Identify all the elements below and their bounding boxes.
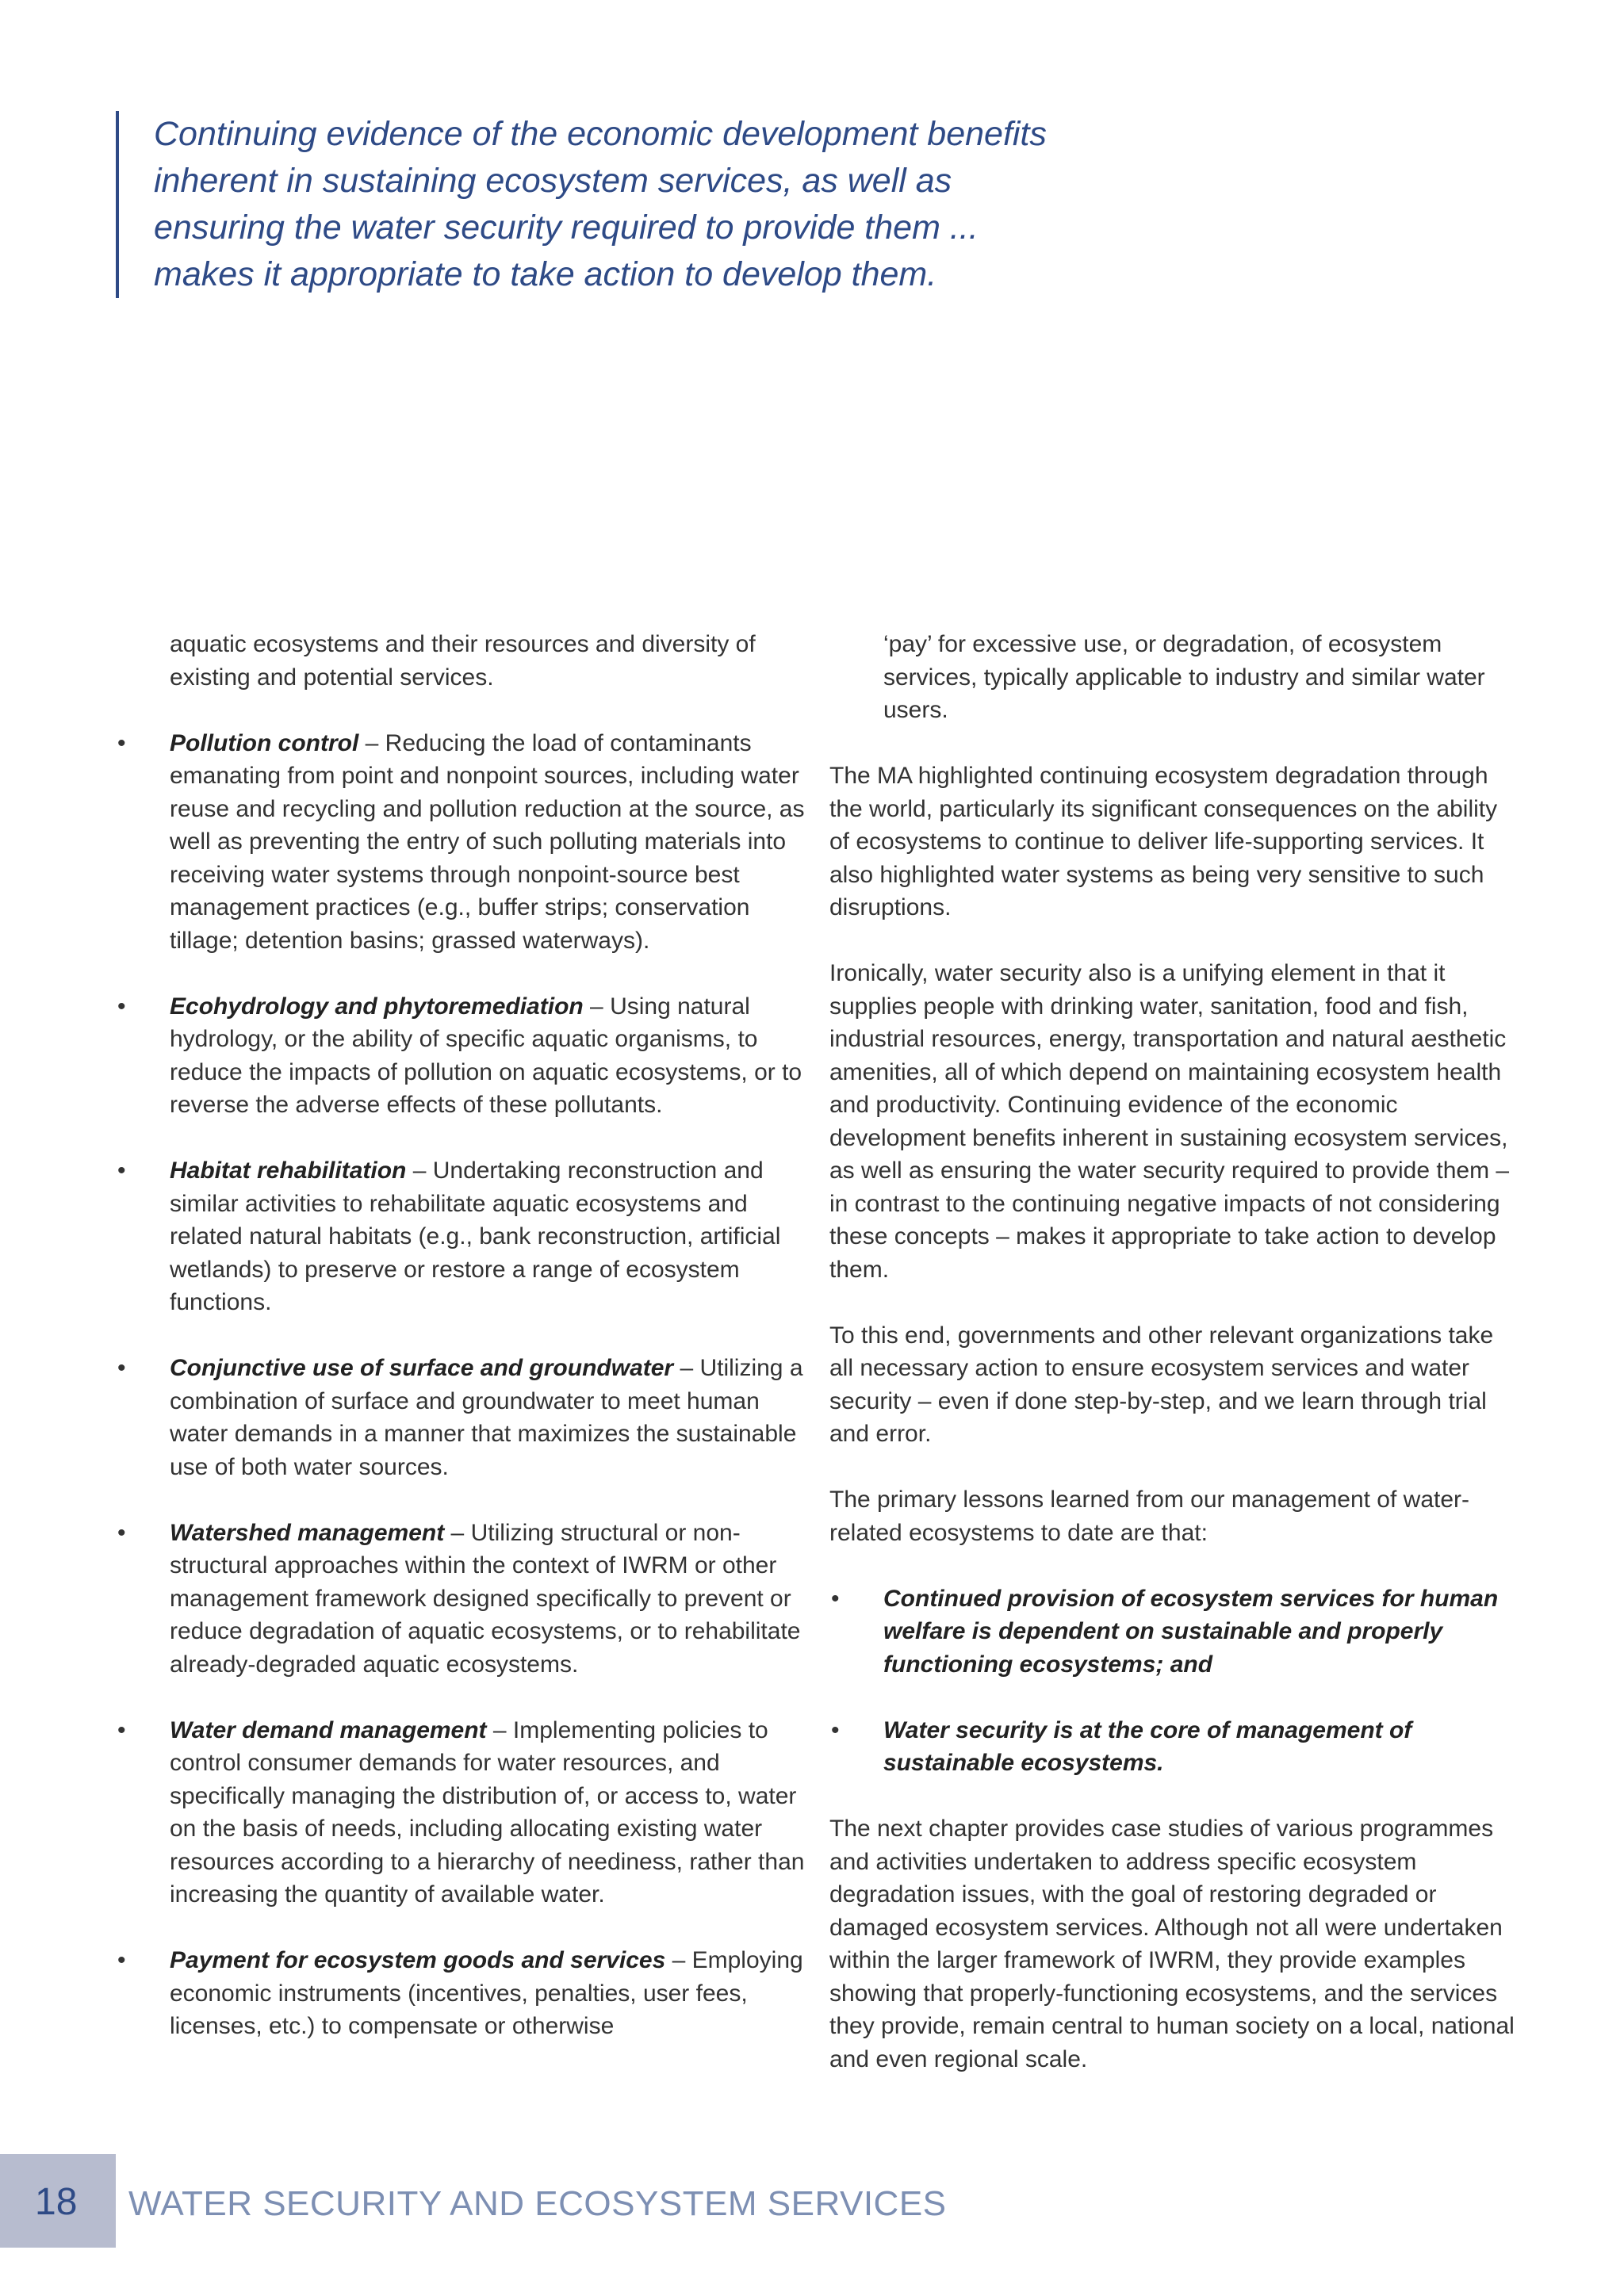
bullet-text: – Using natural hydrology, or the ability of specific aquatic organisms, to reduce the impacts of pollution on aquatic ecosystems, or to reverse the adverse effects of these pollutants. <box>170 993 802 1118</box>
bullet-text: – Reducing the load of contaminants emanating from point and nonpoint sources, including water reuse and recycling and pollution reduction at the source, as well as preventing the entry of such polluting materials into receiving water systems through nonpoint-source best management practices (e.g., buffer strips; conservation tillage; detention basins; grassed waterways). <box>170 729 805 954</box>
bullet-text: – Undertaking reconstruction and similar activities to rehabilitate aquatic ecosystems and related natural habitats (e.g., bank reconstruction, artificial wetlands) to preserve or restore a range of ecosystem functions. <box>170 1158 781 1315</box>
body-paragraph: The MA highlighted continuing ecosystem degradation through the world, particularly its significant consequences on the ability of ecosystems to continue to deliver life-supporting services. It also highlighted water systems as being very sensitive to such disruptions. <box>829 763 1498 920</box>
bullet-icon: • <box>117 1158 126 1184</box>
body-paragraph: The primary lessons learned from our management of water-related ecosystems to date are that: <box>829 1487 1470 1546</box>
bullet-term: Water demand management <box>170 1716 487 1743</box>
bullet-icon: • <box>117 993 126 1020</box>
body-paragraph: To this end, governments and other relevant organizations take all necessary action to ensure ecosystem services and water security – even if done step-by-step, and we learn through trial and error. <box>829 1322 1494 1447</box>
bullet-term: Conjunctive use of surface and groundwater <box>170 1355 674 1381</box>
list-item <box>116 1714 806 1911</box>
bullet-term: Habitat rehabilitation <box>170 1158 407 1184</box>
right-intro-paragraph: ‘pay’ for excessive use, or degradation, of ecosystem services, typically applicable to industry and similar water users. <box>883 631 1485 723</box>
pull-quote <box>116 111 1185 298</box>
list-item <box>116 1154 806 1319</box>
bullet-term: Pollution control <box>170 729 359 756</box>
body-paragraph: Ironically, water security also is a unifying element in that it supplies people with drinking water, sanitation, food and fish, industrial resources, energy, transportation and natural aesthetic amenities, all of which depend on maintaining ecosystem health and productivity. Continuing evidence of the economic development benefits inherent in sustaining ecosystem services, as well as ensuring the water security required to provide them – in contrast to the continuing negative impacts of not considering these concepts – makes it appropriate to take action to develop them. <box>829 960 1510 1283</box>
bullet-icon: • <box>117 1519 126 1546</box>
list-item <box>829 1582 1519 1682</box>
lesson-text: Water security is at the core of management of sustainable ecosystems. <box>883 1716 1412 1776</box>
lessons-list <box>829 1582 1519 1780</box>
page-number: 18 <box>35 2181 78 2223</box>
left-column <box>116 628 806 2076</box>
bullet-term: Watershed management <box>170 1519 445 1546</box>
bullet-icon: • <box>117 1355 126 1381</box>
bullet-text: – Implementing policies to control consumer demands for water resources, and specifically managing the distribution of, or access to, water on the basis of needs, including allocating existing water resources according to a hierarchy of neediness, rather than increasing the quantity of available water. <box>170 1716 805 1908</box>
bullet-term: Payment for ecosystem goods and services <box>170 1947 666 1973</box>
list-item <box>116 1944 806 2043</box>
bullet-icon: • <box>117 1716 126 1743</box>
list-item <box>116 1517 806 1682</box>
lesson-text: Continued provision of ecosystem services for human welfare is dependent on sustainable and properly functioning ecosystems; and <box>883 1585 1499 1678</box>
right-column <box>829 628 1519 2109</box>
practices-list <box>116 727 806 2043</box>
bullet-term: Ecohydrology and phytoremediation <box>170 993 584 1020</box>
bullet-icon: • <box>831 1585 840 1612</box>
bullet-icon: • <box>117 729 126 756</box>
bullet-text: – Utilizing structural or non-structural approaches within the context of IWRM or other management framework designed specifically to prevent or reduce degradation of aquatic ecosystems, or to rehabilitate already-degraded aquatic ecosystems. <box>170 1519 801 1678</box>
list-item <box>116 990 806 1122</box>
body-paragraph: The next chapter provides case studies of various programmes and activities undertaken to address specific ecosystem degradation issues, with the goal of restoring degraded or damaged ecosystem services. Although not all were undertaken within the larger framework of IWRM, they provide examples showing that properly-functioning ecosystems, and the services they provide, remain central to human society on a local, national and even regional scale. <box>829 1816 1515 2072</box>
bullet-icon: • <box>117 1947 126 1973</box>
footer-title: WATER SECURITY AND ECOSYSTEM SERVICES <box>128 2184 947 2223</box>
left-intro-paragraph: aquatic ecosystems and their resources and diversity of existing and potential services. <box>170 631 756 691</box>
list-item <box>116 1352 806 1483</box>
bullet-icon: • <box>831 1716 840 1743</box>
bullet-text: – Utilizing a combination of surface and groundwater to meet human water demands in a manner that maximizes the sustainable use of both water sources. <box>170 1355 803 1480</box>
list-item <box>829 1714 1519 1780</box>
pull-quote-text: Continuing evidence of the economic development benefits inherent in sustaining ecosystem services, as well as ensuring the water security required to provide them ... makes it appropriate to take action to develop them. <box>154 115 1047 293</box>
bullet-text: – Employing economic instruments (incentives, penalties, user fees, licenses, etc.) to compensate or otherwise <box>170 1947 803 2039</box>
list-item <box>116 727 806 958</box>
